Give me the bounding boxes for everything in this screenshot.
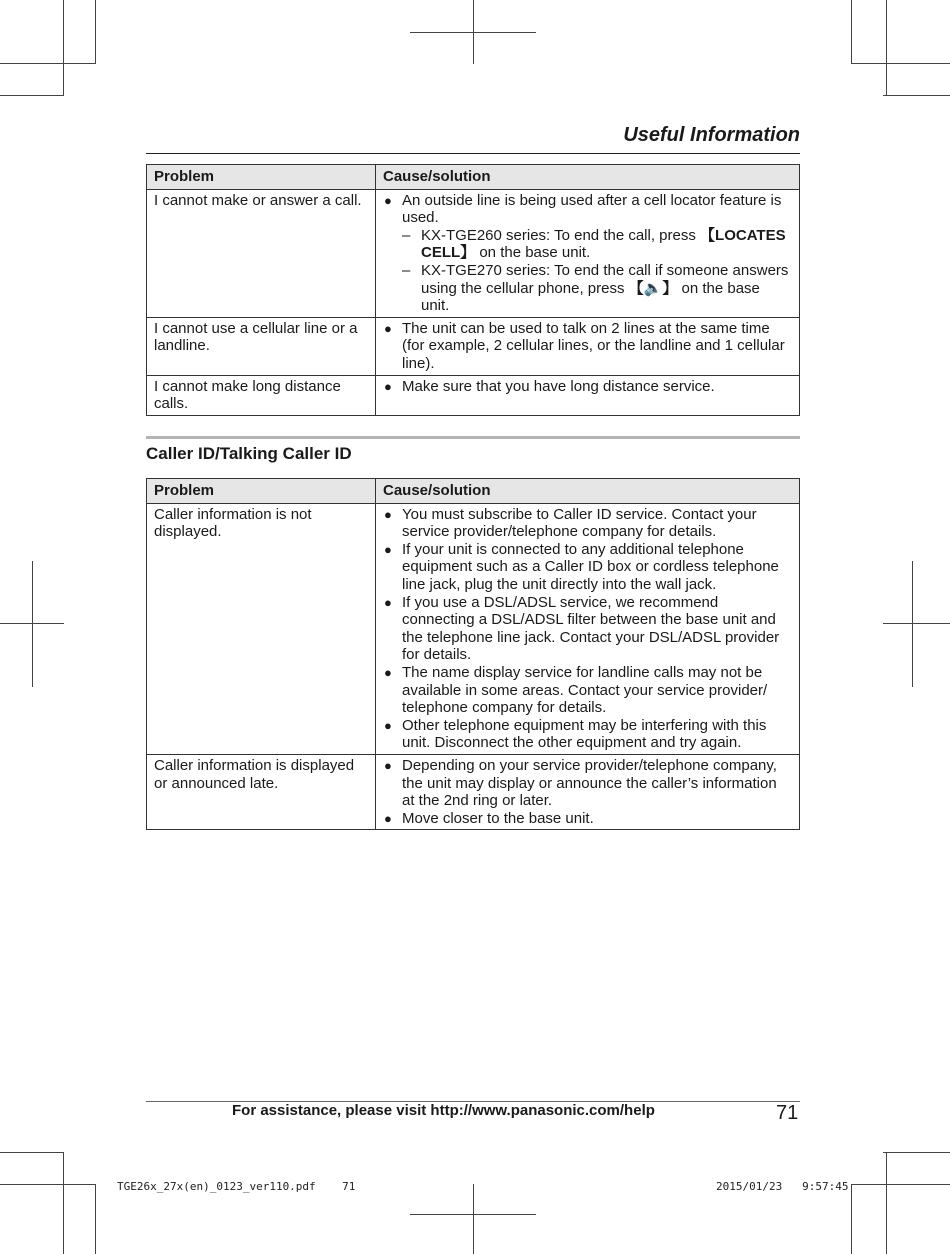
problem-cell: I cannot use a cellular line or a landline. [147,317,376,375]
caller-id-section-heading: Caller ID/Talking Caller ID [146,444,352,463]
solution-bullet: ● Other telephone equipment may be interfering with this unit. Disconnect the other equipment and try again. [383,717,792,752]
problem-cell: Caller information is displayed or announced late. [147,754,376,829]
table-row [147,189,800,317]
problem-cell: Caller information is not displayed. [147,503,376,754]
locates-cell-key: 【LOCATES CELL】 [421,226,786,262]
subitem-text: on the base unit. [475,244,591,262]
solution-bullet: ● If you use a DSL/ADSL service, we recommend connecting a DSL/ADSL filter between the base unit and the telephone line jack. Contact your DSL/ADSL provider for details. [383,594,792,664]
solution-cell [376,317,800,375]
problem-cell: I cannot make long distance calls. [147,375,376,415]
page-number: 71 [776,1102,799,1124]
solution-bullet: ● The unit can be used to talk on 2 lines at the same time (for example, 2 cellular lines, or the landline and 1 cellular line). [383,320,792,373]
table-row [147,754,800,829]
solution-cell [376,189,800,317]
subitem-text: KX-TGE270 series: To end the call if someone answers using the cellular phone, press [421,261,789,297]
table-row [147,503,800,754]
column-header-problem: Problem [147,479,376,504]
solution-bullet [383,192,792,315]
section-divider [146,436,800,439]
table-header-row [147,479,800,504]
problem-cell: I cannot make or answer a call. [147,189,376,317]
column-header-problem: Problem [147,165,376,190]
solution-subitem [402,262,792,315]
column-header-cause-solution: Cause/solution [376,479,800,504]
solution-bullet: ● The name display service for landline calls may not be available in some areas. Contact your service provider/ telephone company for details. [383,664,792,717]
title-rule [146,153,800,154]
solution-cell [376,754,800,829]
solution-bullet: ● Make sure that you have long distance service. [383,378,792,396]
column-header-cause-solution: Cause/solution [376,165,800,190]
troubleshooting-table-caller-id [146,478,800,830]
table-row [147,317,800,375]
solution-bullet: ● Move closer to the base unit. [383,810,792,828]
assistance-footer: For assistance, please visit http://www.panasonic.com/help [232,1102,655,1119]
solution-bullet: ● Depending on your service provider/telephone company, the unit may display or announce the caller’s information at the 2nd ring or later. [383,757,792,810]
troubleshooting-table-general [146,164,800,416]
subitem-text: on the base unit. [421,279,760,315]
speaker-key-icon: 【🔈】 [628,279,678,297]
table-row [147,375,800,415]
table-header-row [147,165,800,190]
print-slug-timestamp: 2015/01/23 9:57:45 [716,1180,849,1193]
solution-bullet: ● You must subscribe to Caller ID service. Contact your service provider/telephone company for details. [383,506,792,541]
print-slug-file: TGE26x_27x(en)_0123_ver110.pdf 71 [117,1180,356,1193]
bullet-text: An outside line is being used after a cell locator feature is used. [402,191,782,227]
subitem-text: KX-TGE260 series: To end the call, press [421,226,701,244]
solution-bullet: ● If your unit is connected to any additional telephone equipment such as a Caller ID box or cordless telephone line jack, plug the unit directly into the wall jack. [383,541,792,594]
solution-cell [376,503,800,754]
solution-subitem [402,227,792,262]
solution-cell [376,375,800,415]
section-title: Useful Information [623,124,800,146]
